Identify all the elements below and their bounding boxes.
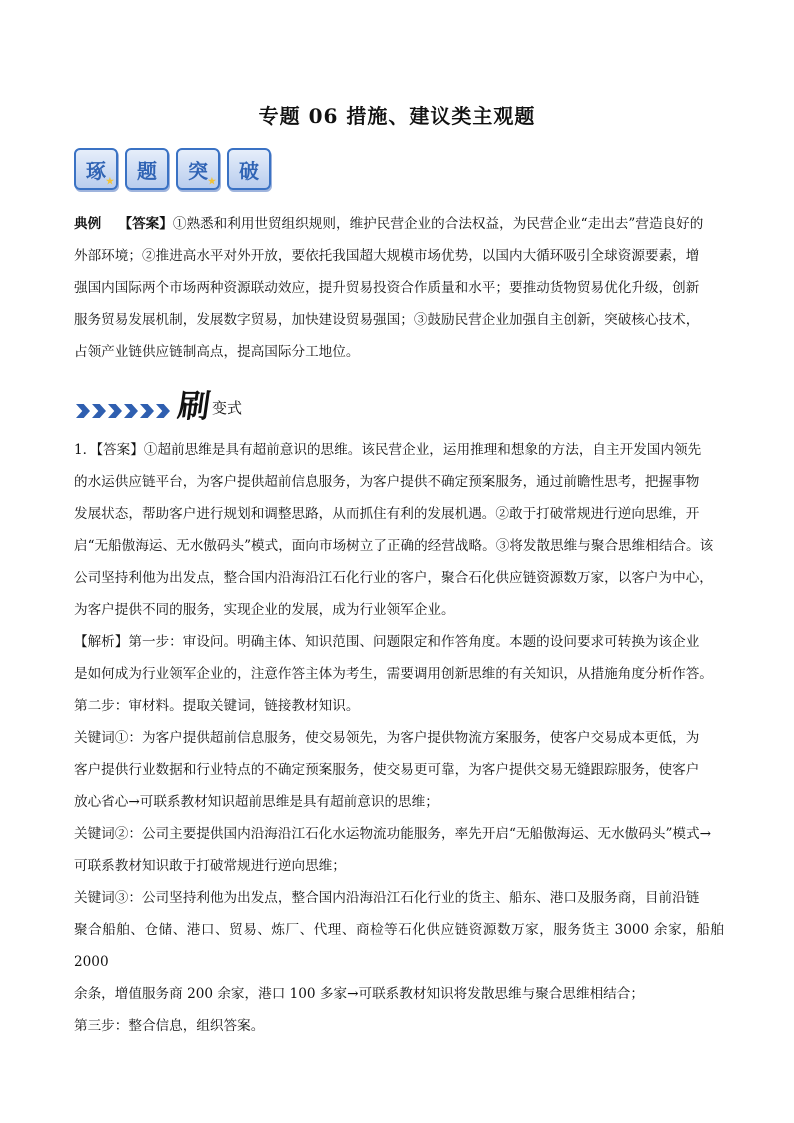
- example-line: 外部环境；②推进高水平对外开放，要依托我国超大规模市场优势，以国内大循环吸引全球资源要素，增: [74, 248, 700, 264]
- question-1-answer: [74, 434, 724, 1042]
- analysis-line: 放心省心→可联系教材知识超前思维是具有超前意识的思维；: [74, 794, 439, 810]
- banner-big-char: 刷: [175, 387, 213, 425]
- topic-breakthrough-badge: [74, 148, 278, 192]
- example-line: 典例 【答案】①熟悉和利用世贸组织规则，维护民营企业的合法权益，为民营企业“走出去”营造良好的: [74, 216, 704, 232]
- answer-line: 的水运供应链平台，为客户提供超前信息服务，为客户提供不确定预案服务，通过前瞻性思考，把握事物: [74, 474, 700, 490]
- analysis-line: 聚合船舶、仓储、港口、贸易、炼厂、代理、商检等石化供应链资源数万家，服务货主 3000 余家，船舶 2000: [74, 922, 724, 970]
- analysis-line: 第三步：整合信息，组织答案。: [74, 1018, 265, 1034]
- analysis-line: 关键词②：公司主要提供国内沿海沿江石化水运物流功能服务，率先开启“无船傲海运、无水傲码头”模式→: [74, 826, 712, 842]
- answer-line: 发展状态，帮助客户进行规划和调整思路，从而抓住有利的发展机遇。②敢于打破常规进行逆向思维，开: [74, 506, 700, 522]
- example-line: 占领产业链供应链制高点，提高国际分工地位。: [74, 344, 360, 360]
- analysis-line: 客户提供行业数据和行业特点的不确定预案服务，使交易更可靠，为客户提供交易无缝跟踪服务，使客户: [74, 762, 700, 778]
- example-answer: [74, 208, 724, 368]
- example-line: 强国内国际两个市场两种资源联动效应，提升贸易投资合作质量和水平；要推动货物贸易优化升级，创新: [74, 280, 700, 296]
- example-label: 典例: [74, 216, 102, 232]
- analysis-line: 可联系教材知识敢于打破常规进行逆向思维；: [74, 858, 346, 874]
- analysis-line: 余条，增值服务商 200 余家，港口 100 多家→可联系教材知识将发散思维与聚合思维相结合；: [74, 986, 644, 1002]
- badge-char-3: 突 ★: [176, 148, 220, 190]
- example-line: 服务贸易发展机制，发展数字贸易，加快建设贸易强国；③鼓励民营企业加强自主创新，突破核心技术，: [74, 312, 700, 328]
- page-title: 专题 06 措施、建议类主观题: [258, 104, 536, 128]
- star-icon: ★: [207, 177, 216, 187]
- analysis-line: 【解析】第一步：审设问。明确主体、知识范围、问题限定和作答角度。本题的设问要求可转换为该企业: [74, 634, 700, 650]
- answer-line: 为客户提供不同的服务，实现企业的发展，成为行业领军企业。: [74, 602, 455, 618]
- answer-line: 启“无船傲海运、无水傲码头”模式，面向市场树立了正确的经营战略。③将发散思维与聚合思维相结合。该: [74, 538, 714, 554]
- answer-line: 1．【答案】①超前思维是具有超前意识的思维。该民营企业，运用推理和想象的方法，自主开发国内领先: [74, 442, 702, 458]
- analysis-line: 关键词①：为客户提供超前信息服务，使交易领先，为客户提供物流方案服务，使客户交易成本更低，为: [74, 730, 700, 746]
- badge-char-2: 题: [125, 148, 169, 190]
- answer-line: 公司坚持利他为出发点，整合国内沿海沿江石化行业的客户，聚合石化供应链资源数万家，以客户为中心，: [74, 570, 713, 586]
- chevron-arrows-icon: [76, 404, 172, 418]
- badge-char-4: 破: [227, 148, 271, 190]
- variant-section-banner: [76, 384, 242, 424]
- analysis-line: 关键词③：公司坚持利他为出发点，整合国内沿海沿江石化行业的货主、船东、港口及服务商，目前沿链: [74, 890, 700, 906]
- banner-label: 变式: [212, 399, 243, 417]
- star-icon: ★: [105, 177, 114, 187]
- answer-tag: 【答案】: [118, 216, 173, 232]
- analysis-line: 第二步：审材料。提取关键词，链接教材知识。: [74, 698, 360, 714]
- analysis-line: 是如何成为行业领军企业的，注意作答主体为考生，需要调用创新思维的有关知识，从措施角度分析作答。: [74, 666, 713, 682]
- badge-char-1: 琢 ★: [74, 148, 118, 190]
